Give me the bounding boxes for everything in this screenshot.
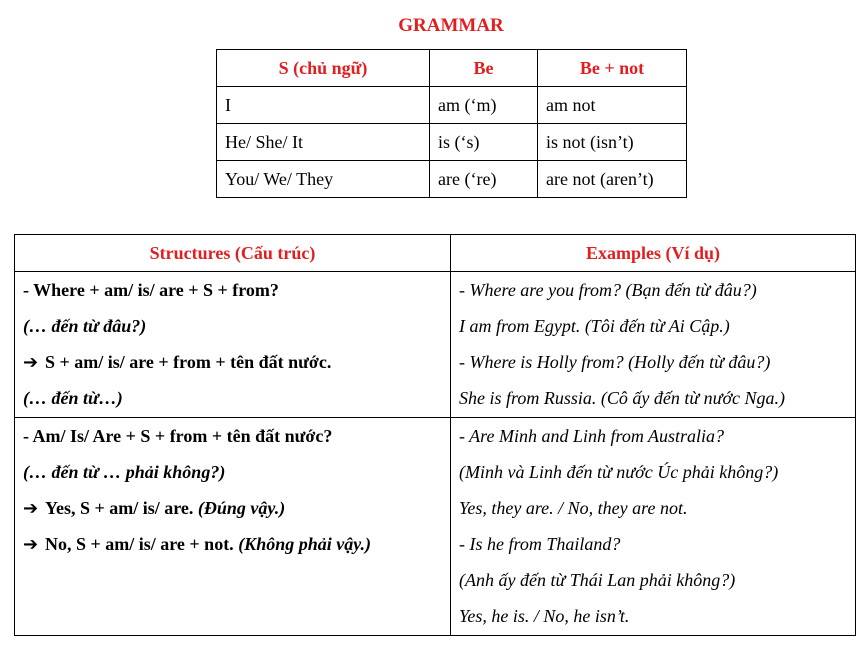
- table-cell: am not: [538, 87, 687, 124]
- examples-cell: [451, 418, 856, 636]
- table-cell: are (‘re): [430, 161, 538, 198]
- table-cell: I: [217, 87, 430, 124]
- structure-line: (… đến từ đâu?): [23, 316, 147, 336]
- column-header-examples: Examples (Ví dụ): [451, 235, 856, 272]
- be-conjugation-table: [216, 49, 687, 198]
- example-line: - Is he from Thailand?: [459, 534, 621, 554]
- example-line: - Where is Holly from? (Holly đến từ đâu?): [459, 352, 771, 372]
- column-header-subject: S (chủ ngữ): [217, 50, 430, 87]
- example-line: I am from Egypt. (Tôi đến từ Ai Cập.): [459, 316, 730, 336]
- example-line: Yes, they are. / No, they are not.: [459, 498, 688, 518]
- table-cell: am (‘m): [430, 87, 538, 124]
- table-header-row: [15, 235, 856, 272]
- example-line: Yes, he is. / No, he isn’t.: [459, 606, 630, 626]
- column-header-structures: Structures (Cấu trúc): [15, 235, 451, 272]
- column-header-be: Be: [430, 50, 538, 87]
- example-line: - Where are you from? (Bạn đến từ đâu?): [459, 280, 757, 300]
- structures-table: [14, 234, 856, 636]
- example-line: (Anh ấy đến từ Thái Lan phải không?): [459, 570, 736, 590]
- arrow-icon: ➔: [23, 534, 39, 555]
- structure-text: Yes, S + am/ is/ are.: [45, 498, 194, 518]
- structure-note: (Không phải vậy.): [238, 534, 372, 554]
- table-cell: You/ We/ They: [217, 161, 430, 198]
- structure-cell: [15, 418, 451, 636]
- table-cell: is not (isn’t): [538, 124, 687, 161]
- column-header-be-not: Be + not: [538, 50, 687, 87]
- example-line: (Minh và Linh đến từ nước Úc phải không?): [459, 462, 779, 482]
- table-row: [15, 418, 856, 636]
- structure-line: [23, 490, 450, 526]
- structure-line: (… đến từ … phải không?): [23, 462, 226, 482]
- structure-line: [23, 344, 450, 380]
- structure-cell: [15, 272, 451, 418]
- table-row: [15, 272, 856, 418]
- example-line: - Are Minh and Linh from Australia?: [459, 426, 725, 446]
- structure-line: - Where + am/ is/ are + S + from?: [23, 280, 279, 300]
- structure-text: No, S + am/ is/ are + not.: [45, 534, 234, 554]
- table-row: [217, 124, 687, 161]
- example-line: She is from Russia. (Cô ấy đến từ nước Nga.): [459, 388, 786, 408]
- page-title: GRAMMAR: [398, 15, 504, 36]
- table-cell: is (‘s): [430, 124, 538, 161]
- table-row: [217, 87, 687, 124]
- table-row: [217, 161, 687, 198]
- examples-cell: [451, 272, 856, 418]
- table-cell: He/ She/ It: [217, 124, 430, 161]
- structure-text: S + am/ is/ are + from + tên đất nước.: [45, 352, 332, 372]
- structure-line: (… đến từ…): [23, 388, 123, 408]
- table-cell: are not (aren’t): [538, 161, 687, 198]
- structure-note: (Đúng vậy.): [197, 498, 286, 518]
- table-header-row: [217, 50, 687, 87]
- arrow-icon: ➔: [23, 352, 39, 373]
- arrow-icon: ➔: [23, 498, 39, 519]
- structure-line: - Am/ Is/ Are + S + from + tên đất nước?: [23, 426, 333, 446]
- structure-line: [23, 526, 450, 562]
